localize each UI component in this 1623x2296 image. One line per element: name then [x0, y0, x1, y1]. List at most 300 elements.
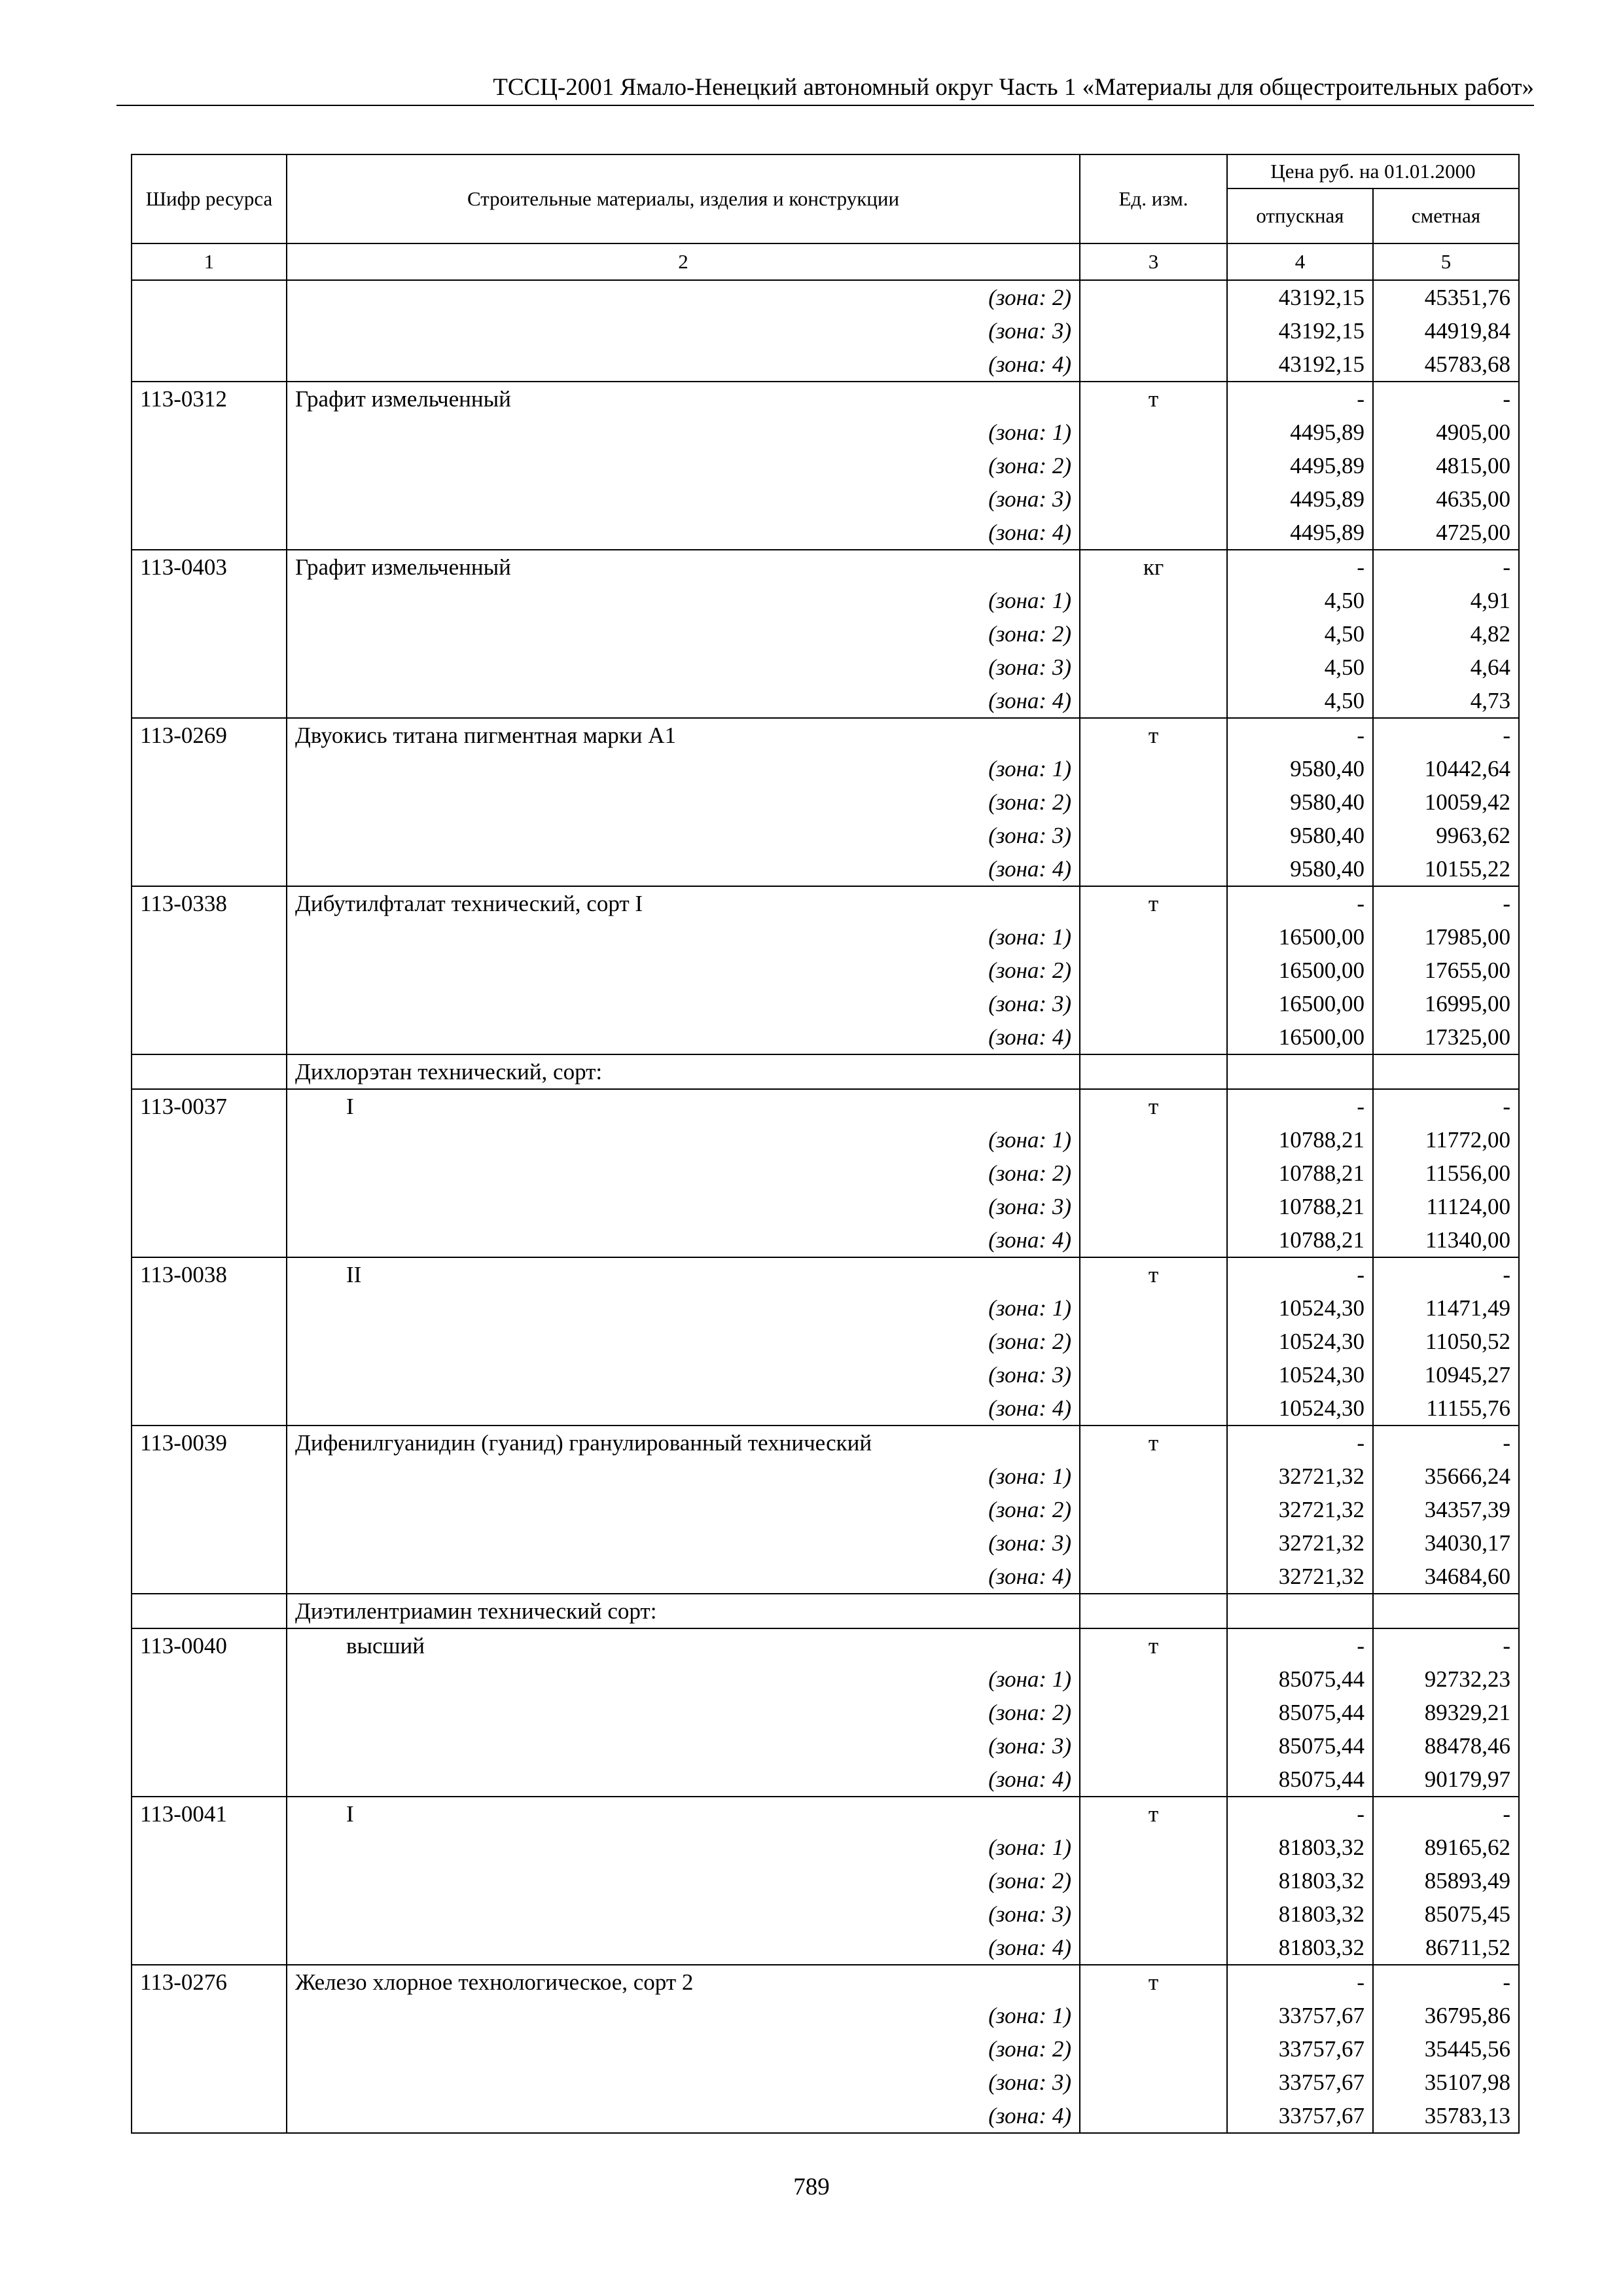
zone-row	[132, 314, 1519, 348]
unit-cell	[1080, 1460, 1227, 1493]
unit: т	[1080, 718, 1227, 752]
zone-price-estimate: 45783,68	[1373, 348, 1519, 382]
material-name: Железо хлорное технологическое, сорт 2	[287, 1965, 1080, 1999]
zone-price-estimate: 10945,27	[1373, 1358, 1519, 1391]
zone-label: (зона: 2)	[287, 1864, 1080, 1897]
zone-label: (зона: 3)	[287, 482, 1080, 516]
zone-price-estimate: 17985,00	[1373, 920, 1519, 954]
material-row	[132, 1628, 1519, 1662]
resource-code-cell	[132, 1493, 287, 1526]
zone-row	[132, 1763, 1519, 1797]
price-release: -	[1227, 718, 1373, 752]
zone-price-release: 16500,00	[1227, 1020, 1373, 1054]
zone-row	[132, 1560, 1519, 1594]
zone-price-estimate: 17655,00	[1373, 954, 1519, 987]
zone-label: (зона: 3)	[287, 1190, 1080, 1223]
zone-label: (зона: 3)	[287, 2066, 1080, 2099]
unit-cell	[1080, 314, 1227, 348]
zone-price-release: 85075,44	[1227, 1696, 1373, 1729]
unit-cell	[1080, 1291, 1227, 1325]
table-header	[132, 154, 1519, 280]
material-row	[132, 1965, 1519, 1999]
resource-code-cell	[132, 852, 287, 886]
zone-row	[132, 920, 1519, 954]
zone-price-estimate: 17325,00	[1373, 1020, 1519, 1054]
zone-price-estimate: 36795,86	[1373, 1999, 1519, 2032]
unit: т	[1080, 1257, 1227, 1291]
unit-cell	[1080, 954, 1227, 987]
zone-price-release: 16500,00	[1227, 954, 1373, 987]
zone-price-estimate: 10059,42	[1373, 785, 1519, 819]
unit-cell	[1080, 416, 1227, 449]
zone-label: (зона: 1)	[287, 584, 1080, 617]
zone-label: (зона: 1)	[287, 920, 1080, 954]
header-name: Строительные материалы, изделия и конструкции	[287, 154, 1080, 243]
zone-price-estimate: 16995,00	[1373, 987, 1519, 1020]
zone-price-estimate: 4815,00	[1373, 449, 1519, 482]
zone-price-estimate: 10442,64	[1373, 752, 1519, 785]
resource-code-cell	[132, 314, 287, 348]
zone-price-release: 4,50	[1227, 584, 1373, 617]
zone-label: (зона: 1)	[287, 1662, 1080, 1696]
price-estimate: -	[1373, 886, 1519, 920]
unit-cell	[1080, 785, 1227, 819]
zone-row	[132, 2099, 1519, 2133]
price-estimate: -	[1373, 1257, 1519, 1291]
zone-row	[132, 651, 1519, 684]
zone-price-estimate: 85893,49	[1373, 1864, 1519, 1897]
price-release: -	[1227, 886, 1373, 920]
resource-code: 113-0276	[132, 1965, 287, 1999]
resource-code-cell	[132, 1325, 287, 1358]
unit-cell	[1080, 516, 1227, 550]
zone-price-release: 4495,89	[1227, 449, 1373, 482]
resource-code-cell	[132, 516, 287, 550]
zone-price-release: 4,50	[1227, 651, 1373, 684]
material-name: I	[287, 1797, 1080, 1831]
zone-row	[132, 1729, 1519, 1763]
resource-code-cell	[132, 1729, 287, 1763]
header-price-release: отпускная	[1227, 188, 1373, 243]
resource-code-cell	[132, 1123, 287, 1157]
zone-row	[132, 280, 1519, 314]
price-estimate: -	[1373, 382, 1519, 416]
resource-code-cell	[132, 1864, 287, 1897]
unit: т	[1080, 382, 1227, 416]
zone-row	[132, 1157, 1519, 1190]
zone-price-release: 33757,67	[1227, 2066, 1373, 2099]
header-rule	[116, 105, 1534, 106]
price-release: -	[1227, 382, 1373, 416]
resource-code: 113-0039	[132, 1426, 287, 1460]
price-release: -	[1227, 1628, 1373, 1662]
header-col-number: 4	[1227, 243, 1373, 280]
price-estimate: -	[1373, 1089, 1519, 1123]
zone-price-release: 9580,40	[1227, 819, 1373, 852]
zone-row	[132, 1696, 1519, 1729]
material-name: высший	[287, 1628, 1080, 1662]
header-code: Шифр ресурса	[132, 154, 287, 243]
unit-cell	[1080, 684, 1227, 718]
material-name: Графит измельченный	[287, 382, 1080, 416]
zone-label: (зона: 1)	[287, 1123, 1080, 1157]
material-row	[132, 1089, 1519, 1123]
resource-code-cell	[132, 819, 287, 852]
zone-price-estimate: 11471,49	[1373, 1291, 1519, 1325]
resource-code: 113-0403	[132, 550, 287, 584]
header-price-estimate: сметная	[1373, 188, 1519, 243]
zone-price-release: 32721,32	[1227, 1526, 1373, 1560]
zone-label: (зона: 2)	[287, 2032, 1080, 2066]
unit-cell	[1080, 1897, 1227, 1931]
unit: кг	[1080, 550, 1227, 584]
zone-price-release: 16500,00	[1227, 920, 1373, 954]
zone-row	[132, 1493, 1519, 1526]
unit-cell	[1080, 1864, 1227, 1897]
zone-label: (зона: 3)	[287, 987, 1080, 1020]
resource-code-cell	[132, 1460, 287, 1493]
zone-label: (зона: 2)	[287, 1325, 1080, 1358]
zone-row	[132, 1460, 1519, 1493]
group-heading-row	[132, 1594, 1519, 1628]
zone-label: (зона: 2)	[287, 280, 1080, 314]
zone-row	[132, 617, 1519, 651]
zone-price-estimate: 4,73	[1373, 684, 1519, 718]
zone-row	[132, 1291, 1519, 1325]
zone-label: (зона: 4)	[287, 1020, 1080, 1054]
resource-code-cell	[132, 1763, 287, 1797]
material-name: Двуокись титана пигментная марки А1	[287, 718, 1080, 752]
unit: т	[1080, 1426, 1227, 1460]
zone-row	[132, 1864, 1519, 1897]
unit-cell	[1080, 1325, 1227, 1358]
zone-label: (зона: 4)	[287, 1560, 1080, 1594]
zone-price-release: 10788,21	[1227, 1223, 1373, 1257]
zone-label: (зона: 2)	[287, 785, 1080, 819]
resource-code-cell	[132, 1594, 287, 1628]
resource-code: 113-0338	[132, 886, 287, 920]
zone-row	[132, 1391, 1519, 1426]
zone-row	[132, 852, 1519, 886]
zone-row	[132, 1897, 1519, 1931]
zone-price-estimate: 10155,22	[1373, 852, 1519, 886]
zone-price-release: 85075,44	[1227, 1763, 1373, 1797]
zone-row	[132, 785, 1519, 819]
header-col-number: 1	[132, 243, 287, 280]
zone-price-estimate: 35783,13	[1373, 2099, 1519, 2133]
unit-cell	[1080, 651, 1227, 684]
unit-cell	[1080, 1190, 1227, 1223]
zone-price-release: 32721,32	[1227, 1560, 1373, 1594]
unit-cell	[1080, 1560, 1227, 1594]
material-name: Дифенилгуанидин (гуанид) гранулированный технический	[287, 1426, 1080, 1460]
zone-label: (зона: 1)	[287, 1999, 1080, 2032]
resource-code-cell	[132, 1190, 287, 1223]
unit-cell	[1080, 752, 1227, 785]
group-heading: Дихлорэтан технический, сорт:	[287, 1054, 1080, 1089]
zone-price-release: 10524,30	[1227, 1291, 1373, 1325]
zone-price-estimate: 4725,00	[1373, 516, 1519, 550]
material-row	[132, 718, 1519, 752]
zone-row	[132, 1831, 1519, 1864]
zone-label: (зона: 1)	[287, 416, 1080, 449]
header-price-group: Цена руб. на 01.01.2000	[1227, 154, 1519, 188]
zone-price-release: 4,50	[1227, 684, 1373, 718]
zone-price-estimate: 4905,00	[1373, 416, 1519, 449]
unit-cell	[1080, 1999, 1227, 2032]
zone-row	[132, 516, 1519, 550]
material-row	[132, 1426, 1519, 1460]
zone-price-estimate: 4,91	[1373, 584, 1519, 617]
price-table	[131, 154, 1520, 2134]
unit-cell	[1080, 348, 1227, 382]
unit-cell	[1080, 1729, 1227, 1763]
resource-code-cell	[132, 1526, 287, 1560]
resource-code: 113-0269	[132, 718, 287, 752]
zone-price-release: 43192,15	[1227, 280, 1373, 314]
price-estimate: -	[1373, 1965, 1519, 1999]
resource-code-cell	[132, 785, 287, 819]
zone-price-release: 16500,00	[1227, 987, 1373, 1020]
unit-cell	[1080, 920, 1227, 954]
zone-price-release: 85075,44	[1227, 1662, 1373, 1696]
zone-price-release: 85075,44	[1227, 1729, 1373, 1763]
zone-label: (зона: 4)	[287, 1763, 1080, 1797]
resource-code-cell	[132, 987, 287, 1020]
resource-code-cell	[132, 2099, 287, 2133]
header-col-number: 5	[1373, 243, 1519, 280]
unit-cell	[1080, 1831, 1227, 1864]
resource-code: 113-0037	[132, 1089, 287, 1123]
zone-row	[132, 1526, 1519, 1560]
resource-code-cell	[132, 1157, 287, 1190]
material-name: II	[287, 1257, 1080, 1291]
resource-code-cell	[132, 651, 287, 684]
zone-price-estimate: 4,82	[1373, 617, 1519, 651]
unit-cell	[1080, 1020, 1227, 1054]
zone-price-estimate: 44919,84	[1373, 314, 1519, 348]
unit-cell	[1080, 1157, 1227, 1190]
zone-price-estimate: 4635,00	[1373, 482, 1519, 516]
price-release: -	[1227, 1089, 1373, 1123]
zone-price-release: 9580,40	[1227, 852, 1373, 886]
zone-price-release: 81803,32	[1227, 1931, 1373, 1965]
unit-cell	[1080, 1223, 1227, 1257]
unit: т	[1080, 886, 1227, 920]
zone-price-release: 32721,32	[1227, 1460, 1373, 1493]
zone-price-release: 10524,30	[1227, 1325, 1373, 1358]
zone-row	[132, 416, 1519, 449]
zone-label: (зона: 4)	[287, 852, 1080, 886]
zone-label: (зона: 4)	[287, 1931, 1080, 1965]
resource-code-cell	[132, 752, 287, 785]
zone-price-release: 43192,15	[1227, 314, 1373, 348]
resource-code-cell	[132, 280, 287, 314]
zone-label: (зона: 2)	[287, 1696, 1080, 1729]
resource-code: 113-0041	[132, 1797, 287, 1831]
zone-row	[132, 584, 1519, 617]
price-release: -	[1227, 1965, 1373, 1999]
resource-code-cell	[132, 617, 287, 651]
resource-code-cell	[132, 416, 287, 449]
unit-cell	[1080, 617, 1227, 651]
zone-row	[132, 1223, 1519, 1257]
material-row	[132, 886, 1519, 920]
zone-price-estimate: 34030,17	[1373, 1526, 1519, 1560]
zone-price-estimate: 85075,45	[1373, 1897, 1519, 1931]
resource-code-cell	[132, 1696, 287, 1729]
unit-cell	[1080, 987, 1227, 1020]
zone-price-release: 4495,89	[1227, 416, 1373, 449]
zone-label: (зона: 2)	[287, 617, 1080, 651]
zone-row	[132, 1123, 1519, 1157]
zone-label: (зона: 4)	[287, 516, 1080, 550]
zone-row	[132, 1190, 1519, 1223]
resource-code-cell	[132, 1391, 287, 1426]
unit-cell	[1080, 1662, 1227, 1696]
resource-code-cell	[132, 348, 287, 382]
zone-price-release: 4495,89	[1227, 482, 1373, 516]
zone-label: (зона: 2)	[287, 1157, 1080, 1190]
material-name: Графит измельченный	[287, 550, 1080, 584]
unit: т	[1080, 1628, 1227, 1662]
zone-price-release: 81803,32	[1227, 1864, 1373, 1897]
zone-label: (зона: 3)	[287, 1729, 1080, 1763]
zone-label: (зона: 3)	[287, 651, 1080, 684]
resource-code-cell	[132, 1054, 287, 1089]
zone-label: (зона: 2)	[287, 449, 1080, 482]
resource-code-cell	[132, 1560, 287, 1594]
resource-code-cell	[132, 1662, 287, 1696]
zone-price-release: 33757,67	[1227, 1999, 1373, 2032]
zone-price-estimate: 11155,76	[1373, 1391, 1519, 1426]
zone-row	[132, 1999, 1519, 2032]
zone-price-estimate: 92732,23	[1373, 1662, 1519, 1696]
zone-price-release: 10788,21	[1227, 1190, 1373, 1223]
zone-label: (зона: 4)	[287, 684, 1080, 718]
group-heading-row	[132, 1054, 1519, 1089]
material-name: I	[287, 1089, 1080, 1123]
unit-cell	[1080, 1526, 1227, 1560]
price-estimate: -	[1373, 550, 1519, 584]
zone-price-estimate: 86711,52	[1373, 1931, 1519, 1965]
zone-label: (зона: 1)	[287, 752, 1080, 785]
material-row	[132, 550, 1519, 584]
resource-code-cell	[132, 482, 287, 516]
header-col-number: 2	[287, 243, 1080, 280]
unit-cell	[1080, 2066, 1227, 2099]
price-estimate: -	[1373, 1426, 1519, 1460]
zone-row	[132, 819, 1519, 852]
zone-price-release: 32721,32	[1227, 1493, 1373, 1526]
zone-label: (зона: 3)	[287, 1897, 1080, 1931]
zone-price-release: 10788,21	[1227, 1157, 1373, 1190]
unit-cell	[1080, 1763, 1227, 1797]
zone-price-release: 10524,30	[1227, 1358, 1373, 1391]
zone-price-estimate: 90179,97	[1373, 1763, 1519, 1797]
resource-code-cell	[132, 1223, 287, 1257]
unit: т	[1080, 1797, 1227, 1831]
resource-code-cell	[132, 584, 287, 617]
price-estimate: -	[1373, 1628, 1519, 1662]
price-release: -	[1227, 1257, 1373, 1291]
zone-price-estimate: 34357,39	[1373, 1493, 1519, 1526]
resource-code-cell	[132, 684, 287, 718]
unit-cell	[1080, 449, 1227, 482]
group-heading: Диэтилентриамин технический сорт:	[287, 1594, 1080, 1628]
zone-price-estimate: 35107,98	[1373, 2066, 1519, 2099]
zone-row	[132, 348, 1519, 382]
resource-code-cell	[132, 2032, 287, 2066]
zone-label: (зона: 4)	[287, 2099, 1080, 2133]
zone-label: (зона: 4)	[287, 1391, 1080, 1426]
zone-row	[132, 1020, 1519, 1054]
unit-cell	[1080, 482, 1227, 516]
resource-code-cell	[132, 1020, 287, 1054]
zone-price-estimate: 11124,00	[1373, 1190, 1519, 1223]
zone-row	[132, 752, 1519, 785]
zone-label: (зона: 3)	[287, 819, 1080, 852]
unit-cell	[1080, 819, 1227, 852]
zone-label: (зона: 2)	[287, 954, 1080, 987]
zone-row	[132, 2066, 1519, 2099]
zone-row	[132, 1358, 1519, 1391]
resource-code-cell	[132, 954, 287, 987]
zone-row	[132, 954, 1519, 987]
zone-label: (зона: 2)	[287, 1493, 1080, 1526]
price-estimate: -	[1373, 718, 1519, 752]
zone-label: (зона: 1)	[287, 1291, 1080, 1325]
resource-code: 113-0312	[132, 382, 287, 416]
zone-price-estimate: 89329,21	[1373, 1696, 1519, 1729]
price-release-cell	[1227, 1054, 1373, 1089]
resource-code-cell	[132, 1999, 287, 2032]
resource-code-cell	[132, 920, 287, 954]
unit-cell	[1080, 1358, 1227, 1391]
zone-price-release: 4495,89	[1227, 516, 1373, 550]
zone-label: (зона: 1)	[287, 1460, 1080, 1493]
zone-row	[132, 2032, 1519, 2066]
material-row	[132, 382, 1519, 416]
zone-price-release: 10524,30	[1227, 1391, 1373, 1426]
zone-label: (зона: 3)	[287, 1526, 1080, 1560]
zone-price-estimate: 89165,62	[1373, 1831, 1519, 1864]
zone-price-estimate: 4,64	[1373, 651, 1519, 684]
unit-cell	[1080, 1594, 1227, 1628]
zone-price-release: 9580,40	[1227, 785, 1373, 819]
price-estimate-cell	[1373, 1594, 1519, 1628]
resource-code-cell	[132, 1358, 287, 1391]
resource-code: 113-0040	[132, 1628, 287, 1662]
header-col-number: 3	[1080, 243, 1227, 280]
unit-cell	[1080, 2099, 1227, 2133]
zone-price-release: 4,50	[1227, 617, 1373, 651]
zone-price-estimate: 35445,56	[1373, 2032, 1519, 2066]
header-unit: Ед. изм.	[1080, 154, 1227, 243]
unit-cell	[1080, 584, 1227, 617]
resource-code-cell	[132, 1897, 287, 1931]
zone-row	[132, 1325, 1519, 1358]
price-release-cell	[1227, 1594, 1373, 1628]
resource-code-cell	[132, 1931, 287, 1965]
price-release: -	[1227, 1797, 1373, 1831]
resource-code: 113-0038	[132, 1257, 287, 1291]
resource-code-cell	[132, 449, 287, 482]
zone-price-release: 81803,32	[1227, 1897, 1373, 1931]
unit: т	[1080, 1965, 1227, 1999]
page-number: 789	[793, 2174, 830, 2200]
zone-row	[132, 1931, 1519, 1965]
